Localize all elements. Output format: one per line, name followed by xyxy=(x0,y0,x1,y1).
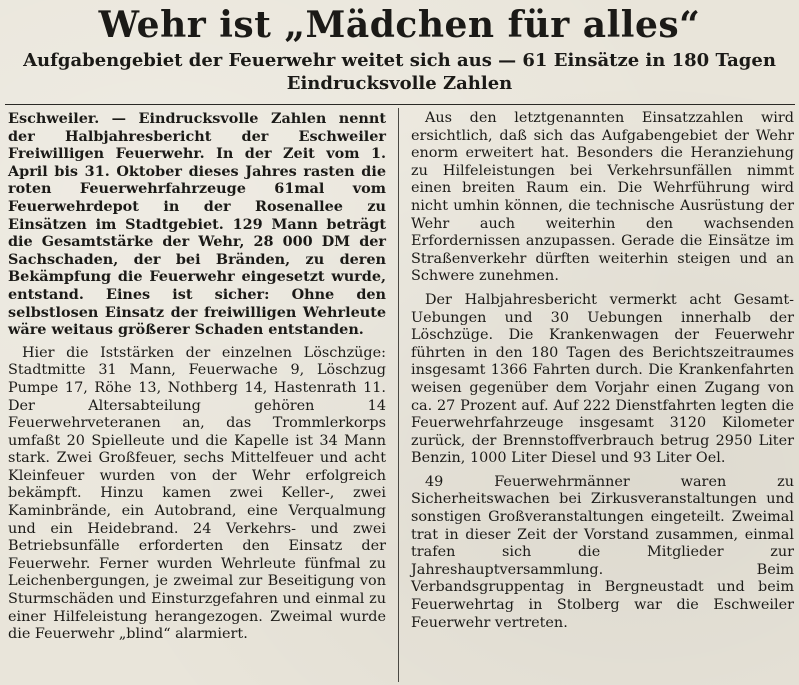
body-paragraph: Der Halbjahresbericht vermerkt acht Gesamt-Uebungen und 30 Uebungen innerhalb der Löschzüge. Die Krankenwagen der Feuerwehr führten in den 180 Tagen des Berichtszeitraumes insgesamt 1366 Fahrten durch. Die Krankenfahrten weisen gegenüber dem Vorjahr einen Zugang von ca. 27 Prozent auf. Auf 222 Dienstfahrten legten die Feuerwehrfahrzeuge insgesamt 3120 Kilometer zurück, der Brennstoffverbrauch betrug 2950 Liter Benzin, 1000 Liter Diesel und 93 Liter Oel. xyxy=(411,291,794,467)
lead-paragraph: Eschweiler. — Eindrucksvolle Zahlen nennt der Halbjahresbericht der Eschweiler Freiwilligen Feuerwehr. In der Zeit vom 1. April bis 31. Oktober dieses Jahres rasten die roten Feuerwehrfahrzeuge 61mal vom Feuerwehrdepot in der Rosenallee zu Einsätzen im Stadtgebiet. 129 Mann beträgt die Gesamtstärke der Wehr, 28 000 DM der Sachschaden, der bei Bränden, zu deren Bekämpfung die Feuerwehr eingesetzt wurde, entstand. Eines ist sicher: Ohne den selbstlosen Einsatz der freiwilligen Wehrleute wäre weitaus größerer Schaden entstanden. xyxy=(8,110,386,339)
headline: Wehr ist „Mädchen für alles“ xyxy=(98,4,701,46)
header-rule xyxy=(5,104,795,105)
subheadline: Aufgabengebiet der Feuerwehr weitet sich aus — 61 Einsätze in 180 Tagen xyxy=(23,50,776,71)
body-paragraph: Aus den letztgenannten Einsatzzahlen wird ersichtlich, daß sich das Aufgabengebiet der Wehr enorm erweitert hat. Besonders die Heranziehung zu Hilfeleistungen bei Verkehrsunfällen nimmt einen breiten Raum ein. Die Wehrführung wird nicht umhin können, die technische Ausrüstung der Wehr auch weiterhin den wachsenden Erfordernissen anzupassen. Gerade die Einsätze im Straßenverkehr dürften weiterhin steigen und an Schwere zunehmen. xyxy=(411,110,794,285)
body-paragraph: 49 Feuerwehrmänner waren zu Sicherheitswachen bei Zirkusveranstaltungen und sonstigen Großveranstaltungen eingeteilt. Zweimal trat in dieser Zeit der Vorstand zusammen, einmal trafen sich die Mitglieder zur Jahreshauptversammlung. Beim Verbandsgruppentag in Bergneustadt und beim Feuerwehrtag in Stolberg war die Eschweiler Feuerwehr vertreten. xyxy=(411,473,794,631)
subheadline-second-line: Eindrucksvolle Zahlen xyxy=(286,73,513,94)
column-divider xyxy=(398,108,399,682)
right-column xyxy=(411,110,794,638)
body-paragraph: Hier die Iststärken der einzelnen Löschzüge: Stadtmitte 31 Mann, Feuerwache 9, Löschzug Pumpe 17, Röhe 13, Nothberg 14, Hastenrath 11. Der Altersabteilung gehören 14 Feuerwehrveteranen an, das Trommlerkorps umfaßt 20 Spielleute und die Kapelle ist 34 Mann stark. Zwei Großfeuer, sechs Mittelfeuer und acht Kleinfeuer wurden von der Wehr erfolgreich bekämpft. Hinzu kamen zwei Keller-, zwei Kaminbrände, ein Autobrand, eine Verqualmung und ein Heidebrand. 24 Verkehrs- und zwei Betriebsunfälle erforderten den Einsatz der Feuerwehr. Ferner wurden Wehrleute fünfmal zu Leichenbergungen, je zweimal zur Beseitigung von Sturmschäden und Einsturzgefahren und einmal zu einer Hilfeleistung herangezogen. Zweimal wurde die Feuerwehr „blind“ alarmiert. xyxy=(8,344,386,643)
left-column xyxy=(8,110,386,650)
